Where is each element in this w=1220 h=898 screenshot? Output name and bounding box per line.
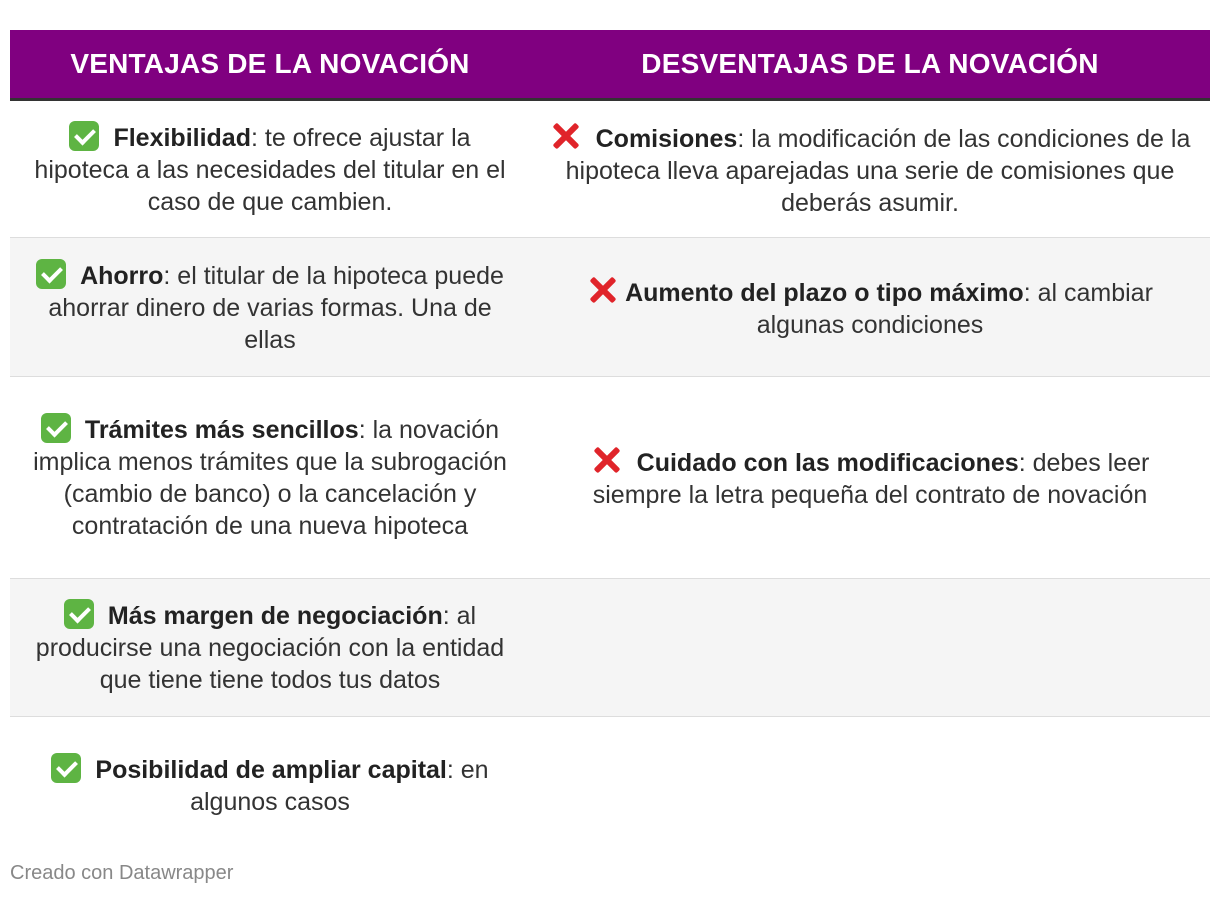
desventaja-title: Cuidado con las modificaciones [636,449,1019,477]
ventaja-cell [10,100,530,238]
ventaja-text: : te ofrece ajustar la hipoteca a las necesidades del titular en el caso de que cambien. [34,123,506,216]
datawrapper-credit[interactable]: Creado con Datawrapper [10,862,234,884]
desventaja-cell-empty [530,717,1210,855]
ventaja-cell [10,717,530,855]
ventaja-text: : el titular de la hipoteca puede ahorrar dinero de varias formas. Una de ellas [48,261,504,354]
ventaja-cell [10,579,530,717]
check-mark-icon [64,599,94,629]
cross-mark-icon [587,274,619,306]
desventaja-text: : la modificación de las condiciones de la hipoteca lleva aparejadas una serie de comisiones que deberás asumir. [565,124,1191,217]
header-row [10,30,1210,100]
check-mark-icon [51,753,81,783]
table-row [10,377,1210,579]
cross-mark-icon [591,444,623,476]
ventaja-title: Más margen de negociación [107,602,443,630]
ventaja-text: : al producirse una negociación con la entidad que tiene tiene todos tus datos [35,602,505,694]
cross-mark-icon [550,120,582,152]
check-mark-icon [41,413,71,443]
desventaja-title: Aumento del plazo o tipo máximo [625,278,1024,307]
check-mark-icon [69,121,99,151]
ventaja-title: Flexibilidad [113,123,251,152]
desventaja-cell [530,100,1210,238]
desventaja-cell-empty [530,579,1210,717]
ventaja-text: : la novación implica menos trámites que la subrogación (cambio de banco) o la cancelación y contratación de una nueva hipoteca [33,416,507,540]
table-row [10,717,1210,855]
desventaja-text: : al cambiar algunas condiciones [756,278,1153,339]
table-row [10,100,1210,238]
desventaja-title: Comisiones [595,124,738,153]
ventaja-cell [10,238,530,377]
desventaja-cell [530,238,1210,377]
header-desventajas[interactable]: DESVENTAJAS DE LA NOVACIÓN [530,30,1210,100]
table-row [10,579,1210,717]
ventaja-title: Trámites más sencillos [84,416,359,444]
desventaja-text: : debes leer siempre la letra pequeña del contrato de novación [592,449,1150,509]
table-row [10,238,1210,377]
ventaja-cell [10,377,530,579]
check-mark-icon [36,259,66,289]
desventaja-cell [530,377,1210,579]
comparison-table [10,30,1210,854]
header-ventajas[interactable]: VENTAJAS DE LA NOVACIÓN [10,30,530,100]
comparison-table-container [10,30,1210,854]
ventaja-title: Posibilidad de ampliar capital [95,756,447,784]
ventaja-text: : en algunos casos [190,756,489,816]
ventaja-title: Ahorro [80,261,164,290]
